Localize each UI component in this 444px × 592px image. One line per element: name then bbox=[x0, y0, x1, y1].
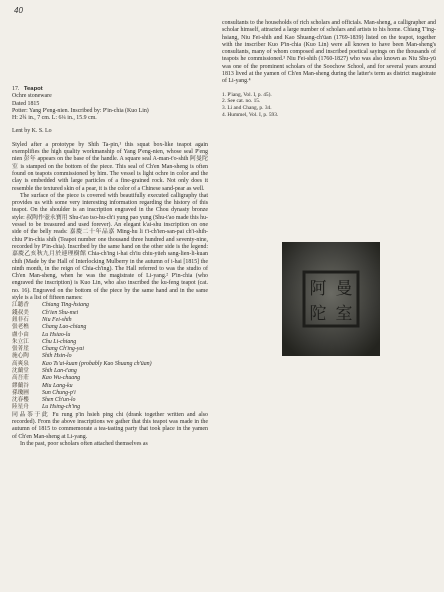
name-chinese: 沈春樓 bbox=[12, 397, 29, 404]
name-chinese: 施心陶 bbox=[12, 353, 29, 360]
name-romanized: Kao Wu-chuang bbox=[42, 375, 81, 382]
list-item bbox=[12, 353, 208, 360]
list-item bbox=[12, 404, 208, 411]
page-number: 40 bbox=[14, 6, 23, 15]
name-chinese: 張老樵 bbox=[12, 324, 29, 331]
body-paragraph-continued: consultants to the households of rich scholars and officials. Man-sheng, a calligrapher and scholar himself, attracted a large number of scholars and artists to his home. Chiang T'ing-hsiang, Niu Fei-shih and Kao Shuang-ch'üan (1769-1839) listed on the teapot, together with the inscriber Kuo P'in-chia (Kuo Lin) were all known to have been Man-sheng's consultants, many of whom composed and inscribed poetical sayings on the thousands of teapots he commissioned.³ Niu Fei-shih (1760-1827) who was also known as Niu Shu-yü was one of the prominent scholars of the Soochow School, and for several years around 1813 lived at the yamen of Ch'en Man-sheng during the latter's term as district magistrate of Li-yang.⁴ bbox=[222, 20, 436, 85]
footnote: 4. Hummel, Vol. I, p. 593. bbox=[222, 112, 279, 119]
name-chinese: 沈蘭堂 bbox=[12, 367, 29, 374]
name-romanized: Shih Hsin-lo bbox=[42, 353, 72, 360]
seal-character: 陀 bbox=[309, 304, 327, 324]
list-item bbox=[12, 383, 208, 390]
name-romanized: Shih Lan-t'ang bbox=[42, 367, 77, 374]
lender-line: Lent by K. S. Lo bbox=[12, 128, 52, 135]
list-item bbox=[12, 310, 208, 317]
list-item bbox=[12, 302, 208, 309]
seal-character: 室 bbox=[335, 304, 353, 324]
name-romanized: Chang Lao-chiang bbox=[42, 324, 87, 331]
seal-photo-background bbox=[282, 242, 380, 356]
list-item bbox=[12, 375, 208, 382]
body-paragraph-3: 同品茶于此 Fu rung p'in hsieh ping chi (drank together written and also recorded). From the above inscriptions we gather that this teapot was made in the autumn of 1815 to commemorate a tea-tasting party that took place in the yamen of Ch'en Man-sheng at Li-yang. bbox=[12, 411, 208, 440]
list-item bbox=[12, 361, 208, 368]
entry-number: 17. bbox=[12, 86, 20, 92]
name-romanized: Ch'ien Shu-mei bbox=[42, 309, 79, 316]
inscribed-names-list bbox=[12, 302, 208, 411]
name-chinese: 江聽香 bbox=[12, 302, 29, 309]
name-romanized: Chiang Ting-hsiang bbox=[42, 302, 89, 309]
right-column bbox=[222, 20, 436, 119]
name-romanized: Shen Ch'un-lo bbox=[42, 397, 76, 404]
name-chinese: 張菁崖 bbox=[12, 346, 29, 353]
footnote: 1. P'iang, Vol. I, p. 45). bbox=[222, 91, 272, 98]
catalog-entry-header bbox=[12, 86, 208, 122]
list-item bbox=[12, 339, 208, 346]
entry-dimensions: H: 2¾ in., 7 cm. L: 6¼ in., 15.9 cm. bbox=[12, 115, 97, 122]
left-column bbox=[12, 86, 208, 448]
name-chinese: 鈕非石 bbox=[12, 316, 29, 323]
seal-character: 曼 bbox=[335, 279, 353, 299]
list-item bbox=[12, 324, 208, 331]
body-paragraph-2: The surface of the piece is covered with beautifully executed calligraphy that provides us with some very interesting information regarding the history of this teapot. On the shoulder is an inscription engraved in the Chou dynasty bronze style: 叔陶作壺永寶用 Shu-t'ao tso-hu-ch'i yung pao yung (Shu-t'ao made this hu-vessel to be treasured and used forever). An elegant k'ai-shu inscription on one side of the belly reads: 嘉慶二十年品嘉 Ming-hu li t'i-ch'ien-san-pai ch'i-shih-chiu P'in-chia shih (Teapot number one thousand three hundred and seventy-nine, recorded by P'in-chia). Inscribed by the same hand on the other side is the legend: 嘉慶乙亥秋九月於連理樹館 Chia-ch'ing i-hai ch'iu chiu-yüeh sang-lien-li-kuan chih (Made by the Hall of Interlocking Mulberry in the autumn of i-hai [1815] the ninth month, in the reign of Chia-ch'ing). The Hall referred to was the studio of Ch'en Man-sheng, when he was the magistrate of Li-yang.² P'in-chia (who engraved the inscription) is Kuo Lin, who also inscribed the ku-feng teapot (cat. no. 16). Engraved on the bottom of the piece by the same hand and in the same style is a list of fifteen names: bbox=[12, 192, 208, 302]
seal-image bbox=[282, 242, 380, 356]
name-romanized: Sun Chung-p'i bbox=[42, 389, 76, 396]
entry-potter: Potter: Yang P'eng-nien. Inscribed by: P'in-chia (Kuo Lin) bbox=[12, 107, 149, 114]
name-chinese: 錢叔美 bbox=[12, 309, 29, 316]
seal-character: 阿 bbox=[309, 279, 327, 299]
name-romanized: Miu Lang-ku bbox=[42, 382, 73, 389]
body-paragraph-1: Styled after a prototype by Shih Ta-pin,¹ this squat box-like teapot again exemplifies the high quality workmanship of Yang P'eng-nien, whose seal P'eng nien 彭年 appears on the base of the handle. A square seal A-man-t'o-shih 阿曼陀室 is stamped on the bottom of the piece. This seal of Ch'en Man-sheng is often found on teapots commissioned by him. The vessel is light ochre in color and the clay is embedded with large particles of a fine-grained rock. Not only does it resemble the textured skin of a pear, it is the color of a Chinese sand-pear as well. bbox=[12, 141, 208, 192]
list-item bbox=[12, 332, 208, 339]
entry-title: Teapot bbox=[23, 86, 43, 92]
name-chinese: 朱立江 bbox=[12, 338, 29, 345]
name-chinese: 孫瓊圃 bbox=[12, 389, 29, 396]
name-chinese: 高吾莊 bbox=[12, 375, 29, 382]
name-chinese: 高爽泉 bbox=[12, 360, 29, 367]
footnotes bbox=[222, 92, 436, 119]
name-romanized: Lu Hsiao-lu bbox=[42, 331, 71, 338]
name-romanized: Kao Ts'ai-kuan (probably Kao Shuang ch'üan) bbox=[42, 360, 152, 367]
name-romanized: Lu Hsing-ch'ing bbox=[42, 404, 81, 411]
footnote: 2. See cat. no. 15. bbox=[222, 98, 261, 105]
seal-photograph bbox=[282, 242, 380, 356]
name-romanized: Niu Fei-shih bbox=[42, 316, 72, 323]
name-chinese: 陸星舟 bbox=[12, 404, 29, 411]
entry-material: Ochre stoneware bbox=[12, 93, 52, 100]
footnote: 3. Li and Chang, p. 34. bbox=[222, 105, 272, 112]
name-romanized: Chu Li-chiang bbox=[42, 338, 77, 345]
name-chinese: 繆蘭谷 bbox=[12, 382, 29, 389]
name-chinese: 盧小由 bbox=[12, 331, 29, 338]
entry-date: Dated 1815 bbox=[12, 100, 40, 107]
body-paragraph-4: In the past, poor scholars often attached themselves as bbox=[20, 440, 148, 447]
name-romanized: Chang Ch'ing-yai bbox=[42, 346, 85, 353]
